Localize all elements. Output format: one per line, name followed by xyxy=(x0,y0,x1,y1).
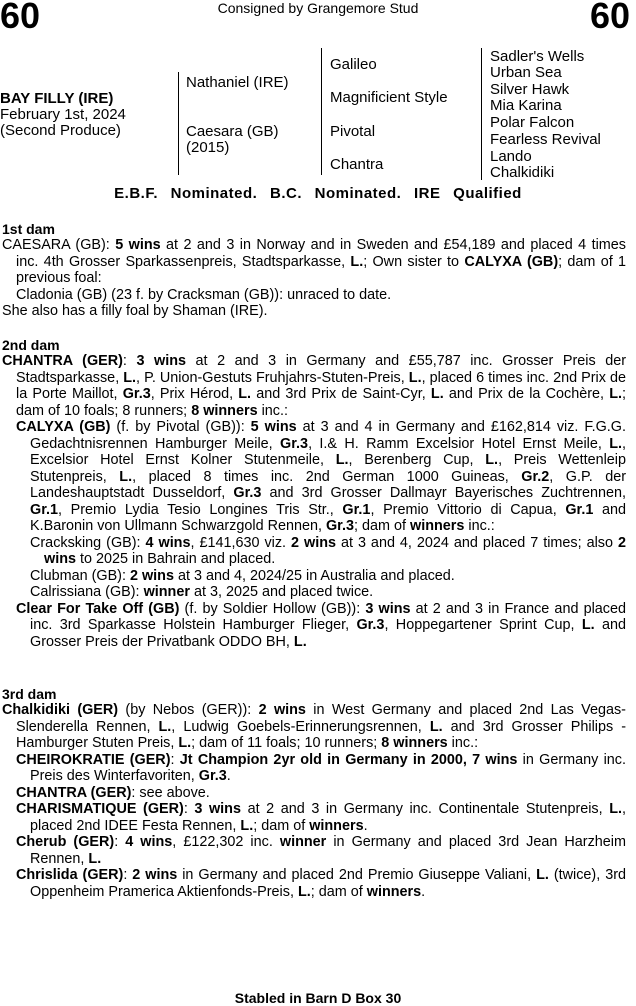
pedigree-divider-1 xyxy=(178,72,179,175)
produce-note: (Second Produce) xyxy=(0,122,121,139)
first-dam-section xyxy=(2,221,626,320)
lot-number-left: 60 xyxy=(0,0,41,36)
clubman-entry: Clubman (GB): 2 wins at 3 and 4, 2024/25 in Australia and placed. xyxy=(30,567,455,584)
third-dam-heading: 3rd dam xyxy=(2,686,57,702)
chrislida-entry: Chrislida (GER): 2 wins in Germany and placed 2nd Premio Giuseppe Valiani, L. (twice), 3rd Oppenheim Pramerica Aktienfonds-Preis, L.; dam of winners. xyxy=(16,867,626,900)
pedigree-divider-3 xyxy=(481,48,482,180)
horse-name: BAY FILLY (IRE) xyxy=(0,90,114,107)
calrissiana-entry: Calrissiana (GB): winner at 3, 2025 and placed twice. xyxy=(30,584,374,600)
stabling-footer: Stabled in Barn D Box 30 xyxy=(234,990,402,1006)
first-dam-foal: Cladonia (GB) (23 f. by Cracksman (GB)): unraced to date. xyxy=(16,286,392,303)
third-dam-section xyxy=(2,686,626,900)
gen4-4: Mia Karina xyxy=(490,97,562,114)
gen4-8: Chalkidiki xyxy=(490,164,555,181)
gen4-3: Silver Hawk xyxy=(490,81,570,98)
chantra-ref-entry: CHANTRA (GER): see above. xyxy=(16,784,210,801)
clear-for-take-off-entry: Clear For Take Off (GB) (f. by Soldier Hollow (GB)): 3 wins at 2 and 3 in France and placed inc. 3rd Sparkasse Holstein Hamburger Flieger, Gr.3, Hoppegartener Sprint Cup, L. and Grosser Preis der Privatbank ODDO BH, L. xyxy=(16,600,626,650)
first-dam-entry: CAESARA (GB): 5 wins at 2 and 3 in Norway and in Sweden and £54,189 and placed 4 times inc. 4th Grosser Sparkassenpreis, Stadtsparkasse, L.; Own sister to CALYXA (GB); dam of 1 previous foal: xyxy=(2,237,626,286)
dam-year: (2015) xyxy=(186,139,230,156)
lot-number-right: 60 xyxy=(589,0,630,36)
cherub-entry: Cherub (GER): 4 wins, £122,302 inc. winner in Germany and placed 3rd Jean Harzheim Rennen, L. xyxy=(16,834,626,867)
foaling-date: February 1st, 2024 xyxy=(0,106,126,123)
first-dam-note: She also has a filly foal by Shaman (IRE). xyxy=(2,303,268,319)
second-dam-entry: CHANTRA (GER): 3 wins at 2 and 3 in Germany and £55,787 inc. Grosser Preis der Stadtsparkasse, L., P. Union-Gestuts Fruhjahrs-Stuten-Preis, L., placed 6 times inc. 2nd Prix de la Porte Maillot, Gr.3, Prix Hérod, L. and 3rd Prix de Saint-Cyr, L. and Prix de la Cochère, L.; dam of 10 foals; 8 runners; 8 winners inc.: xyxy=(2,353,626,419)
calyxa-entry: CALYXA (GB) (f. by Pivotal (GB)): 5 wins at 3 and 4 in Germany and £162,814 viz. F.G.G. Gedachtnisrennen Hamburger Meile, Gr.3, I.& H. Ramm Excelsior Hotel Ernst Meile, L., Excelsior Hotel Ernst Kolner Stutenmeile, L., Berenberg Cup, L., Preis Wettenleip Stutenpreis, L., placed 8 times inc. 2nd German 1000 Guineas, Gr.2, G.P. der Landeshauptstadt Dusseldorf, Gr.3 and 3rd Grosser Dallmayr Bayerisches Zuchtrennen, Gr.1, Premio Lydia Tesio Longines Tris Str., Gr.1, Premio Vittorio di Capua, Gr.1 and K.Baronin von Ullmann Schwarzgold Rennen, Gr.3; dam of winners inc.: xyxy=(16,419,627,534)
dam: Caesara (GB) xyxy=(186,123,279,140)
gen4-7: Lando xyxy=(490,148,532,165)
second-dam-section xyxy=(2,337,626,650)
pedigree-divider-2 xyxy=(321,48,322,175)
second-dam-heading: 2nd dam xyxy=(2,337,60,353)
charismatique-entry: CHARISMATIQUE (GER): 3 wins at 2 and 3 in Germany inc. Continentale Stutenpreis, L., placed 2nd IDEE Festa Rennen, L.; dam of winners. xyxy=(16,801,627,834)
gen4-6: Fearless Revival xyxy=(490,131,601,148)
crackskiing-entry: Cracksking (GB): 4 wins, £141,630 viz. 2 wins at 3 and 4, 2024 and placed 7 times; also 2 wins to 2025 in Bahrain and placed. xyxy=(30,534,626,567)
sire-sire: Galileo xyxy=(330,56,377,73)
nominations: E.B.F. Nominated. B.C. Nominated. IRE Qualified xyxy=(114,185,522,202)
gen4-2: Urban Sea xyxy=(490,64,562,81)
sire: Nathaniel (IRE) xyxy=(186,74,289,91)
third-dam-entry: Chalkidiki (GER) (by Nebos (GER)): 2 wins in West Germany and placed 2nd Las Vegas-Slenderella Rennen, L., Ludwig Goebels-Erinnerungsrennen, L. and 3rd Grosser Philips - Hamburger Stuten Preis, L.; dam of 11 foals; 10 runners; 8 winners inc.: xyxy=(2,702,626,751)
first-dam-heading: 1st dam xyxy=(2,221,55,237)
dam-sire: Pivotal xyxy=(330,123,376,140)
cheirokratie-entry: CHEIROKRATIE (GER): Jt Champion 2yr old in Germany in 2000, 7 wins in Germany inc. Preis des Winterfavoriten, Gr.3. xyxy=(16,751,626,784)
gen4-5: Polar Falcon xyxy=(490,114,575,131)
consignor: Consigned by Grangemore Stud xyxy=(217,0,419,16)
dam-dam: Chantra xyxy=(330,156,384,173)
sire-dam: Magnificient Style xyxy=(330,89,448,106)
gen4-1: Sadler's Wells xyxy=(490,48,585,65)
